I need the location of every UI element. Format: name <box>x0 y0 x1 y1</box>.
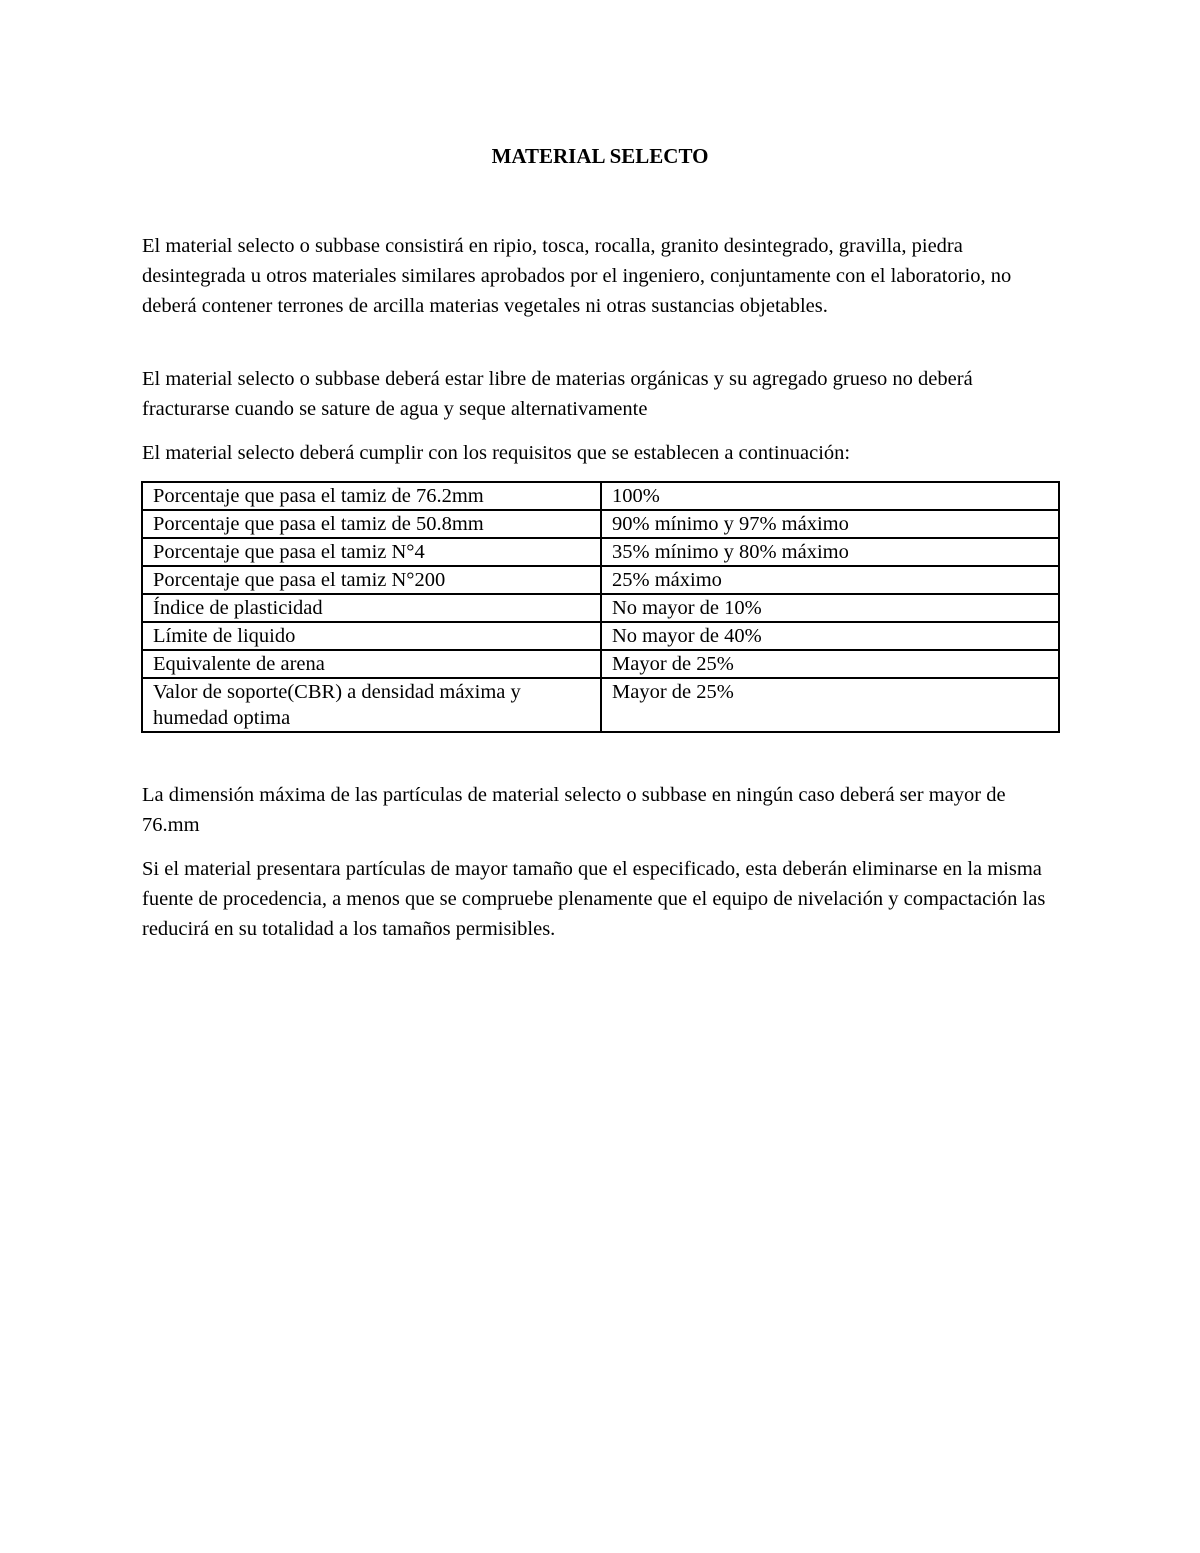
document-title: MATERIAL SELECTO <box>491 144 709 168</box>
value-cell: Mayor de 25% <box>601 650 1059 678</box>
value-cell: No mayor de 10% <box>601 594 1059 622</box>
paragraph-oversize-removal: Si el material presentara partículas de mayor tamaño que el especificado, esta deberán eliminarse en la misma fuente de procedencia, a menos que se compruebe plenamente que el equipo de nivelación y compactación las reducirá en su totalidad a los tamaños permisibles. <box>142 858 1046 940</box>
table-row <box>142 538 1059 566</box>
paragraph-max-dimension: La dimensión máxima de las partículas de material selecto o subbase en ningún caso deberá ser mayor de 76.mm <box>142 784 1006 836</box>
value-cell: 100% <box>601 482 1059 510</box>
value-cell: No mayor de 40% <box>601 622 1059 650</box>
requirement-cell: Valor de soporte(CBR) a densidad máxima y humedad optima <box>142 678 601 732</box>
table-row <box>142 622 1059 650</box>
value-cell: Mayor de 25% <box>601 678 1059 732</box>
value-cell: 25% máximo <box>601 566 1059 594</box>
table-row <box>142 482 1059 510</box>
paragraph-organic-free: El material selecto o subbase deberá estar libre de materias orgánicas y su agregado grueso no deberá fracturarse cuando se sature de agua y seque alternativamente <box>142 368 973 420</box>
table-row <box>142 650 1059 678</box>
requirement-cell: Límite de liquido <box>142 622 601 650</box>
table-row <box>142 678 1059 732</box>
value-cell: 90% mínimo y 97% máximo <box>601 510 1059 538</box>
requirement-cell: Porcentaje que pasa el tamiz de 76.2mm <box>142 482 601 510</box>
requirement-cell: Porcentaje que pasa el tamiz N°4 <box>142 538 601 566</box>
table-row <box>142 566 1059 594</box>
requirements-table <box>141 481 1060 733</box>
requirement-cell: Equivalente de arena <box>142 650 601 678</box>
value-cell: 35% mínimo y 80% máximo <box>601 538 1059 566</box>
table-row <box>142 594 1059 622</box>
paragraph-subbase-composition: El material selecto o subbase consistirá en ripio, tosca, rocalla, granito desintegrado, gravilla, piedra desintegrada u otros materiales similares aprobados por el ingeniero, conjuntamente con el laboratorio, no deberá contener terrones de arcilla materias vegetales ni otras sustancias objetables. <box>142 235 1012 317</box>
paragraph-requirements-intro: El material selecto deberá cumplir con los requisitos que se establecen a continuación: <box>142 442 851 464</box>
requirement-cell: Porcentaje que pasa el tamiz N°200 <box>142 566 601 594</box>
table-row <box>142 510 1059 538</box>
requirement-cell: Porcentaje que pasa el tamiz de 50.8mm <box>142 510 601 538</box>
requirement-cell: Índice de plasticidad <box>142 594 601 622</box>
